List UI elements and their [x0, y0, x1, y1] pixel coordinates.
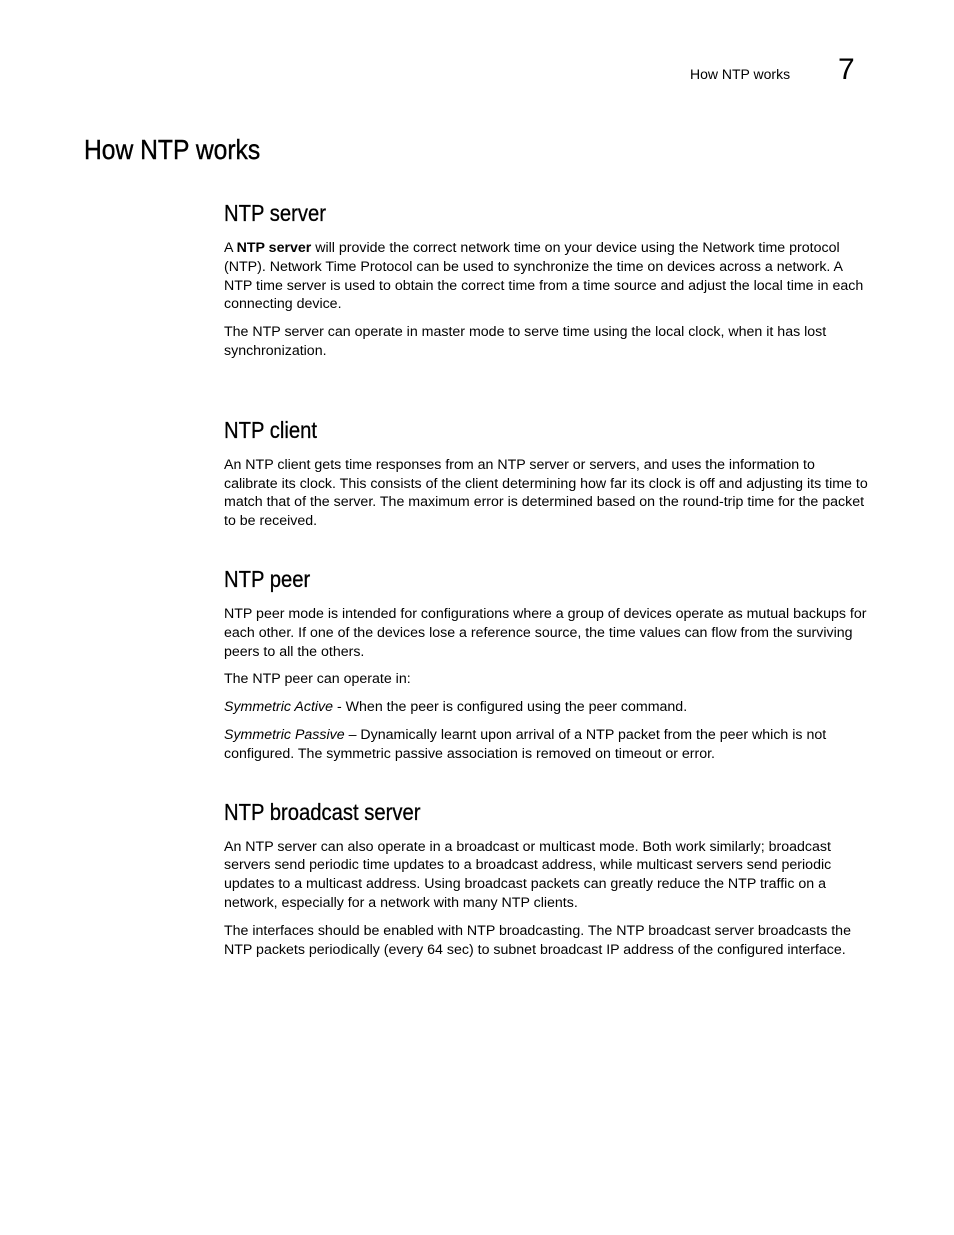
paragraph-ntp-peer-operate: The NTP peer can operate in:: [224, 671, 411, 688]
paragraph-ntp-server-definition: [224, 239, 872, 314]
section-ntp-broadcast-server: [224, 795, 872, 960]
paragraph-symmetric-passive: [224, 726, 872, 764]
paragraph-ntp-broadcast-modes: An NTP server can also operate in a broadcast or multicast mode. Both work similarly; broadcast servers send periodic time updates to a broadcast address, while multicast servers send periodic updates to a multicast address. Using broadcast packets can greatly reduce the NTP traffic on a network, especially for a network with many NTP clients.: [224, 838, 832, 911]
italic-term: Symmetric Active: [224, 699, 334, 716]
section-ntp-server: [224, 196, 872, 361]
main-content: [224, 196, 872, 959]
section-heading-ntp-peer: NTP peer: [224, 565, 311, 592]
section-heading-ntp-client: NTP client: [224, 416, 317, 443]
paragraph-ntp-server-master-mode: The NTP server can operate in master mode to serve time using the local clock, when it has lost synchronization.: [224, 324, 827, 359]
running-header: How NTP works: [690, 66, 791, 82]
paragraph-symmetric-active: [224, 698, 872, 717]
italic-term: Symmetric Passive: [224, 726, 345, 743]
bold-term: NTP server: [236, 240, 312, 256]
text-run: A: [224, 240, 237, 256]
paragraph-ntp-broadcast-interfaces: The interfaces should be enabled with NTP broadcasting. The NTP broadcast server broadcasts the NTP packets periodically (every 64 sec) to subnet broadcast IP address of the configured interface.: [224, 922, 851, 958]
paragraph-ntp-peer-mode: NTP peer mode is intended for configurations where a group of devices operate as mutual backups for each other. If one of the devices lose a reference source, the time values can flow from the surviving peers to all the others.: [224, 605, 867, 660]
page-title: How NTP works: [84, 134, 261, 165]
text-run: - When the peer is configured using the peer command.: [333, 699, 688, 716]
paragraph-ntp-client: An NTP client gets time responses from an NTP server or servers, and uses the information to calibrate its clock. This consists of the client determining how far its clock is off and adjusting its time to match that of the server. The maximum error is determined based on the round-trip time for the packet to be received.: [224, 456, 868, 530]
chapter-number: 7: [838, 53, 855, 86]
text-run: – Dynamically learnt upon arrival of a NTP packet from the peer which is not configured. The symmetric passive association is removed on timeout or error.: [224, 726, 827, 762]
section-heading-ntp-server: NTP server: [224, 200, 326, 226]
text-run: will provide the correct network time on your device using the Network time protocol (NTP). Network Time Protocol can be used to synchronize the time on devices across a network. A NTP time server is used to obtain the correct time from a time source and adjust the local time in each connecting device.: [224, 240, 864, 313]
section-heading-ntp-broadcast-server: NTP broadcast server: [224, 798, 421, 825]
section-ntp-client: [224, 413, 872, 531]
section-ntp-peer: [224, 562, 872, 764]
